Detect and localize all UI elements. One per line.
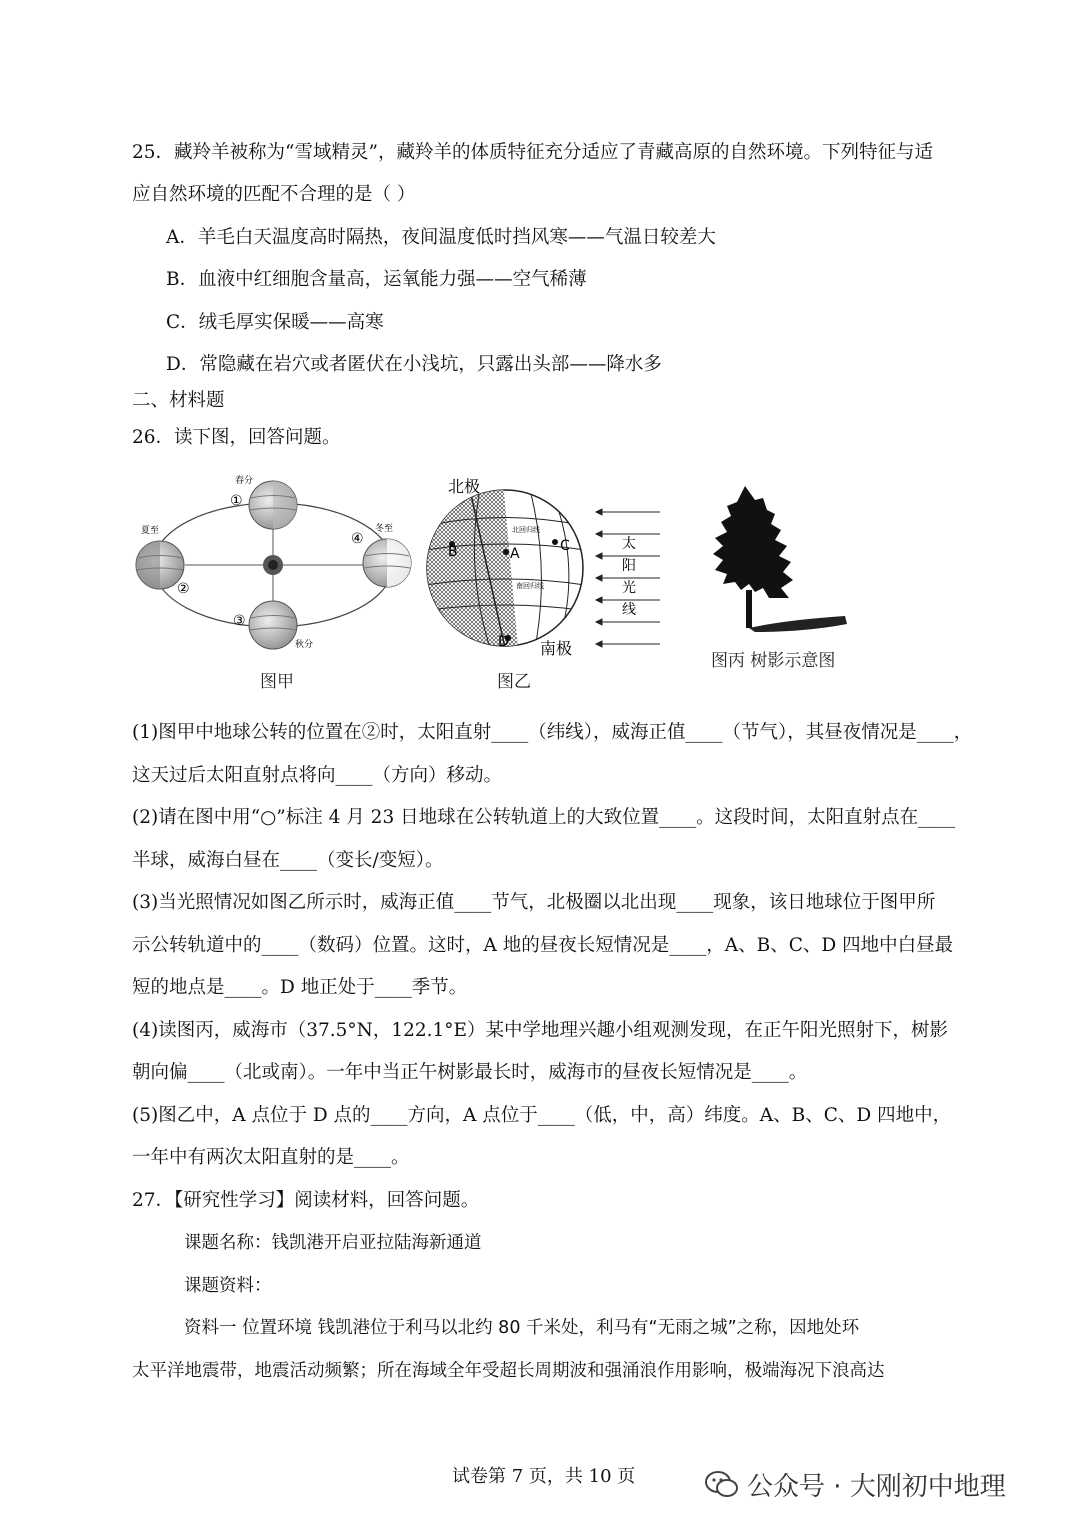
fig-c-caption: 图丙 树影示意图 — [711, 651, 836, 671]
q26-p4-line1: (4)读图丙，威海市（37.5°N，122.1°E）某中学地理兴趣小组观测发现，在正午阳光照射下，树影 — [132, 1020, 949, 1041]
label-south-pole: 南极 — [540, 639, 573, 658]
q25-option-d: D．常隐藏在岩穴或者匿伏在小浅坑，只露出头部——降水多 — [166, 354, 662, 375]
q26-p1-line1: (1)图甲中地球公转的位置在②时，太阳直射____（纬线），威海正值____（节气），其昼夜情况是____， — [132, 722, 973, 743]
q25-option-c: C．绒毛厚实保暖——高寒 — [166, 312, 384, 333]
label-summer: 夏至 — [141, 526, 160, 536]
q25-stem-line1: 25．藏羚羊被称为“雪域精灵”，藏羚羊的体质特征充分适应了青藏高原的自然环境。下列特征与适 — [132, 142, 933, 163]
q27-topic: 课题名称：钱凯港开启亚拉陆海新通道 — [184, 1233, 482, 1253]
watermark-text: 公众号 · 大刚初中地理 — [747, 1472, 1006, 1502]
label-d: D — [498, 634, 509, 650]
label-winter: 冬至 — [375, 524, 394, 534]
label-autumn: 秋分 — [295, 640, 314, 650]
page-footer: 试卷第 7 页，共 10 页 — [452, 1466, 636, 1487]
label-n-tropic: 北回归线 — [512, 526, 540, 534]
label-a: A — [510, 546, 520, 562]
fig-b-caption: 图乙 — [497, 672, 531, 692]
q25-option-a: A．羊毛白天温度高时隔热，夜间温度低时挡风寒——气温日较差大 — [166, 227, 716, 248]
q26-p2-line2: 半球，威海白昼在____（变长/变短）。 — [132, 850, 444, 871]
q27-material1-line2: 太平洋地震带，地震活动频繁；所在海域全年受超长周期波和强涌浪作用影响，极端海况下浪高达 — [132, 1361, 885, 1381]
q26-p5-line2: 一年中有两次太阳直射的是____。 — [132, 1147, 410, 1168]
label-p3: ③ — [233, 613, 246, 629]
point-a — [503, 549, 509, 555]
earth-right-icon — [363, 539, 411, 587]
sun-ray-char-2: 阳 — [622, 558, 636, 574]
figure-illumination — [420, 470, 680, 670]
label-p4: ④ — [351, 531, 364, 547]
q26-p3-line2: 示公转轨道中的____（数码）位置。这时，A 地的昼夜长短情况是____，A、B、C、D 四地中白昼最 — [132, 935, 954, 956]
label-b: B — [448, 544, 458, 560]
sun-ray-char-4: 线 — [622, 602, 636, 618]
q26-stem: 26．读下图，回答问题。 — [132, 427, 341, 448]
wechat-icon — [705, 1470, 739, 1500]
tree-icon — [713, 486, 793, 628]
q26-p5-line1: (5)图乙中，A 点位于 D 点的____方向，A 点位于____（低，中，高）纬度。A、B、C、D 四地中， — [132, 1105, 952, 1126]
q27-data-title: 课题资料： — [184, 1276, 272, 1296]
figure-orbit — [125, 465, 425, 655]
earth-top-icon — [249, 481, 297, 529]
label-s-tropic: 南回归线 — [516, 582, 544, 590]
q27-material1-line1: 资料一 位置环境 钱凯港位于利马以北约 80 千米处，利马有“无雨之城”之称，因地处环 — [184, 1318, 860, 1338]
sun-ray-char-3: 光 — [622, 580, 636, 596]
q26-p3-line3: 短的地点是____。D 地正处于____季节。 — [132, 977, 468, 998]
section-heading: 二、材料题 — [132, 390, 225, 411]
point-c — [552, 539, 558, 545]
q26-p1-line2: 这天过后太阳直射点将向____（方向）移动。 — [132, 765, 503, 786]
label-north-pole: 北极 — [448, 477, 481, 496]
q26-p2-line1: (2)请在图中用“○”标注 4 月 23 日地球在公转轨道上的大致位置____。这段时间，太阳直射点在____ — [132, 807, 956, 828]
tree-shadow — [749, 616, 847, 632]
figure-tree-shadow — [705, 480, 855, 640]
q25-stem-line2: 应自然环境的匹配不合理的是（ ） — [132, 184, 416, 205]
label-c: C — [560, 538, 570, 554]
q25-option-b: B．血液中红细胞含量高，运氧能力强——空气稀薄 — [166, 269, 587, 290]
watermark — [705, 1466, 1006, 1503]
q26-p3-line1: (3)当光照情况如图乙所示时，威海正值____节气，北极圈以北出现____现象，该日地球位于图甲所 — [132, 892, 936, 913]
earth-bottom-icon — [249, 601, 297, 649]
sun-ray-char-1: 太 — [622, 536, 636, 552]
q27-stem: 27．【研究性学习】阅读材料，回答问题。 — [132, 1190, 480, 1211]
fig-a-caption: 图甲 — [260, 672, 294, 692]
label-p2: ② — [177, 581, 190, 597]
label-p1: ① — [230, 493, 243, 509]
q26-p4-line2: 朝向偏____（北或南）。一年中当正午树影最长时，威海市的昼夜长短情况是____。 — [132, 1062, 808, 1083]
label-spring: 春分 — [235, 476, 254, 486]
